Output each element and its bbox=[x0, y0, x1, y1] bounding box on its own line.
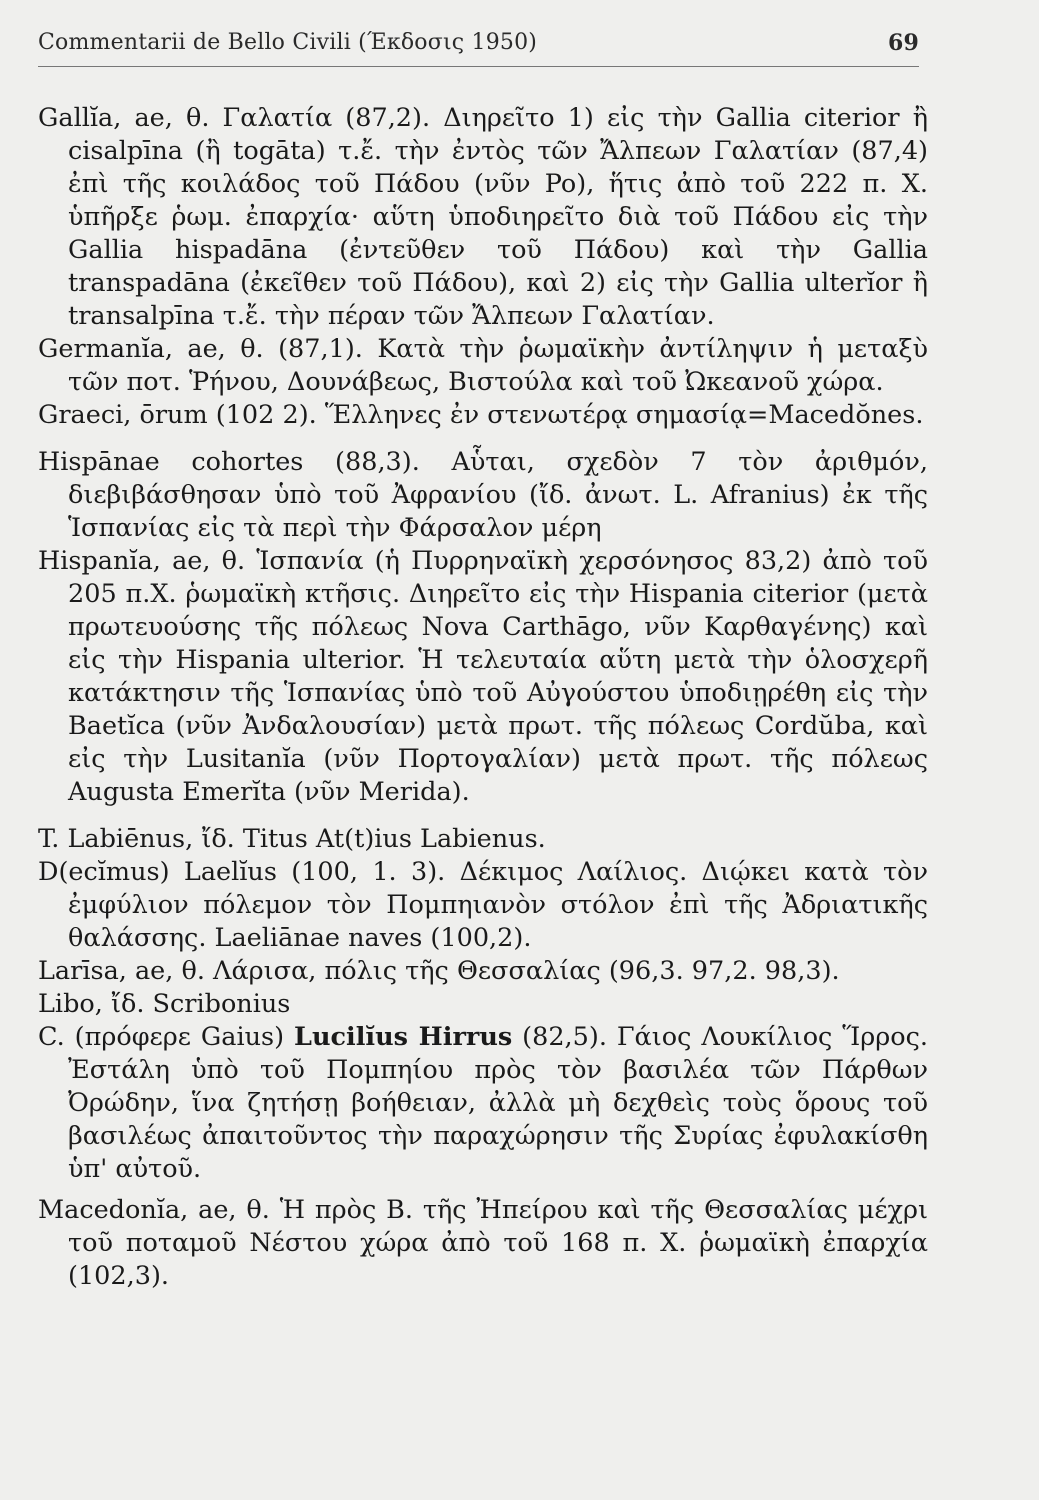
entry-hispanae-cohortes: Hispānae cohortes (88,3). Αὗται, σχεδὸν 7 τὸν ἀριθμόν, διεβιβάσθησαν ὑπὸ τοῦ Ἀφρανίου (ἴδ. ἀνωτ. L. Afranius) ἐκ τῆς Ἱσπανίας εἰς τὰ περὶ τὴν Φάρσαλον μέρη bbox=[38, 447, 928, 543]
entry-lucilius-text: (82,5). Γάιος Λουκίλιος Ἵρρος. Ἐστάλη ὑπὸ τοῦ Πομπηίου πρὸς τὸν βασιλέα τῶν Πάρθων Ὀρώδην, ἵνα ζητήσῃ βοήθειαν, ἀλλὰ μὴ δεχθεὶς τοὺς ὅρους τοῦ βασιλέως ἀπαιτοῦντος τὴν παραχώρησιν τῆς Συρίας ἐφυλακίσθη ὑπ' αὐτοῦ. bbox=[68, 1022, 928, 1184]
entry-laelius: D(ecĭmus) Laelĭus (100, 1. 3). Δέκιμος Λαίλιος. Διῴκει κατὰ τὸν ἐμφύλιον πόλεμον τὸν Πομπηιανὸν στόλον ἐπὶ τῆς Ἀδριατικῆς θαλάσσης. Laeliānae naves (100,2). bbox=[38, 857, 928, 953]
entry-gallia: Gallĭa, ae, θ. Γαλατία (87,2). Διηρεῖτο 1) εἰς τὴν Gallia citerior ἢ cisalpīna (ἢ togāta) τ.ἔ. τὴν ἐντὸς τῶν Ἄλπεων Γαλατίαν (87,4) ἐπὶ τῆς κοιλάδος τοῦ Πάδου (νῦν Po), ἥτις ἀπὸ τοῦ 222 π. Χ. ὑπῆρξε ῥωμ. ἐπαρχία· αὕτη ὑποδιηρεῖτο διὰ τοῦ Πάδου εἰς τὴν Gallia hispadāna (ἐντεῦθεν τοῦ Πάδου) καὶ τὴν Gallia transpadāna (ἐκεῖθεν τοῦ Πάδου), καὶ 2) εἰς τὴν Gallia ulterĭor ἢ transalpīna τ.ἔ. τὴν πέραν τῶν Ἄλπεων Γαλατίαν. bbox=[38, 103, 928, 331]
entry-lucilius-prefix: C. (πρόφερε Gaius) bbox=[38, 1022, 295, 1052]
header-rule bbox=[38, 66, 919, 67]
entry-hispania: Hispanĭa, ae, θ. Ἱσπανία (ἡ Πυρρηναϊκὴ χερσόνησος 83,2) ἀπὸ τοῦ 205 π.Χ. ῥωμαϊκὴ κτῆσις. Διηρεῖτο εἰς τὴν Hispania citerior (μετὰ πρωτευούσης τῆς πόλεως Nova Carthāgo, νῦν Καρθαγένης) καὶ εἰς τὴν Hispania ulterior. Ἡ τελευταία αὕτη μετὰ τὴν ὁλοσχερῆ κατάκτησιν τῆς Ἱσπανίας ὑπὸ τοῦ Αὐγούστου ὑποδιῃρέθη εἰς τὴν Baetĭca (νῦν Ἀνδαλουσίαν) μετὰ πρωτ. τῆς πόλεως Cordŭba, καὶ εἰς τὴν Lusitanĭa (νῦν Πορτογαλίαν) μετὰ πρωτ. τῆς πόλεως Augusta Emerĭta (νῦν Merida). bbox=[38, 546, 928, 807]
running-title: Commentarii de Bello Civili (Έκδοσις 1950) bbox=[38, 30, 538, 55]
entry-larisa: Larīsa, ae, θ. Λάρισα, πόλις τῆς Θεσσαλίας (96,3. 97,2. 98,3). bbox=[38, 956, 840, 986]
entry-lucilius bbox=[38, 1021, 928, 1186]
entry-libo: Libo, ἴδ. Scribonius bbox=[38, 989, 291, 1019]
entry-graeci: Graeci, ōrum (102 2). Ἕλληνες ἐν στενωτέρᾳ σημασίᾳ=Macedŏnes. bbox=[38, 400, 924, 430]
glossary-body bbox=[38, 102, 928, 1293]
entry-lucilius-headword: Lucilĭus Hirrus bbox=[294, 1022, 513, 1052]
entry-labienus: T. Labiēnus, ἴδ. Titus At(t)ius Labienus. bbox=[38, 824, 546, 854]
page-number: 69 bbox=[887, 30, 919, 56]
entry-germania: Germanĭa, ae, θ. (87,1). Κατὰ τὴν ῥωμαϊκὴν ἀντίληψιν ἡ μεταξὺ τῶν ποτ. Ῥήνου, Δουνάβεως, Βιστούλα καὶ τοῦ Ὠκεανοῦ χώρα. bbox=[38, 334, 928, 397]
running-header bbox=[38, 30, 919, 64]
entry-macedonia: Macedonĭa, ae, θ. Ἡ πρὸς Β. τῆς Ἠπείρου καὶ τῆς Θεσσαλίας μέχρι τοῦ ποταμοῦ Νέστου χώρα ἀπὸ τοῦ 168 π. Χ. ῥωμαϊκὴ ἐπαρχία (102,3). bbox=[38, 1195, 928, 1291]
